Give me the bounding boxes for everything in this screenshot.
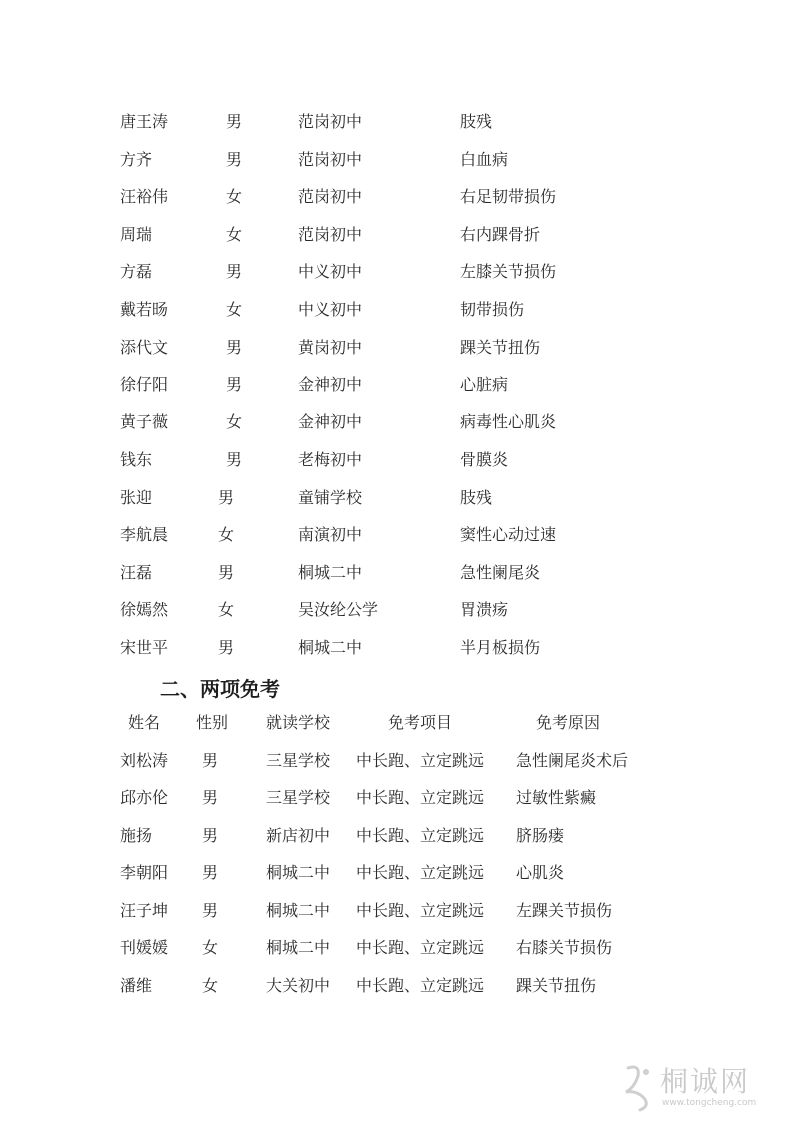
s1-gender: 男 bbox=[218, 638, 235, 657]
watermark-url: www.tongcheng.com bbox=[662, 1098, 757, 1108]
s1-reason: 左膝关节损伤 bbox=[460, 262, 557, 281]
watermark-text: 桐诚网 bbox=[660, 1065, 751, 1098]
header-reason: 免考原因 bbox=[536, 713, 601, 732]
s2-school: 桐城二中 bbox=[266, 863, 331, 882]
s2-name: 汪子坤 bbox=[120, 901, 169, 920]
s1-school: 中义初中 bbox=[298, 262, 363, 281]
s1-reason: 半月板损伤 bbox=[460, 638, 541, 657]
s1-reason: 韧带损伤 bbox=[460, 300, 525, 319]
s1-reason: 踝关节扭伤 bbox=[460, 338, 541, 357]
s1-reason: 窦性心动过速 bbox=[460, 525, 557, 544]
s2-items: 中长跑、立定跳远 bbox=[356, 901, 485, 920]
s1-school: 黄岗初中 bbox=[298, 338, 363, 357]
s1-reason: 急性阑尾炎 bbox=[460, 563, 541, 582]
s2-name: 刊媛媛 bbox=[120, 938, 169, 957]
s1-name: 钱东 bbox=[120, 450, 153, 469]
s2-school: 大关初中 bbox=[266, 976, 331, 995]
s1-school: 吴汝纶公学 bbox=[298, 600, 379, 619]
s1-name: 李航晨 bbox=[120, 525, 169, 544]
s2-items: 中长跑、立定跳远 bbox=[356, 863, 485, 882]
s2-reason: 急性阑尾炎术后 bbox=[516, 751, 629, 770]
s2-name: 刘松涛 bbox=[120, 751, 169, 770]
s1-name: 宋世平 bbox=[120, 638, 169, 657]
s2-school: 桐城二中 bbox=[266, 901, 331, 920]
s2-name: 李朝阳 bbox=[120, 863, 169, 882]
s1-gender: 男 bbox=[226, 150, 243, 169]
s1-name: 汪裕伟 bbox=[120, 187, 169, 206]
s1-school: 范岗初中 bbox=[298, 150, 363, 169]
s1-name: 徐嫣然 bbox=[120, 600, 169, 619]
s1-school: 金神初中 bbox=[298, 412, 363, 431]
s2-school: 桐城二中 bbox=[266, 938, 331, 957]
header-gender: 性别 bbox=[196, 713, 229, 732]
s1-school: 范岗初中 bbox=[298, 112, 363, 131]
s1-name: 周瑞 bbox=[120, 225, 153, 244]
s1-school: 范岗初中 bbox=[298, 225, 363, 244]
s1-school: 范岗初中 bbox=[298, 187, 363, 206]
s2-name: 施扬 bbox=[120, 826, 153, 845]
header-name: 姓名 bbox=[128, 713, 161, 732]
s1-reason: 白血病 bbox=[460, 150, 509, 169]
header-items: 免考项目 bbox=[388, 713, 453, 732]
s1-name: 唐王涛 bbox=[120, 112, 169, 131]
s1-school: 中义初中 bbox=[298, 300, 363, 319]
s2-items: 中长跑、立定跳远 bbox=[356, 826, 485, 845]
s2-reason: 过敏性紫癜 bbox=[516, 788, 597, 807]
header-school: 就读学校 bbox=[266, 713, 331, 732]
s2-gender: 男 bbox=[202, 901, 219, 920]
s1-school: 桐城二中 bbox=[298, 563, 363, 582]
s1-name: 添代文 bbox=[120, 338, 169, 357]
s2-gender: 女 bbox=[202, 938, 219, 957]
s1-name: 汪磊 bbox=[120, 563, 153, 582]
s1-reason: 心脏病 bbox=[460, 375, 509, 394]
s2-items: 中长跑、立定跳远 bbox=[356, 751, 485, 770]
s1-gender: 女 bbox=[226, 187, 243, 206]
s1-name: 张迎 bbox=[120, 488, 153, 507]
s2-school: 新店初中 bbox=[266, 826, 331, 845]
s1-gender: 男 bbox=[226, 450, 243, 469]
s1-reason: 胃溃疡 bbox=[460, 600, 509, 619]
s1-gender: 男 bbox=[226, 338, 243, 357]
s1-name: 方磊 bbox=[120, 262, 153, 281]
s1-gender: 女 bbox=[226, 412, 243, 431]
s1-gender: 男 bbox=[226, 262, 243, 281]
s1-reason: 肢残 bbox=[460, 112, 493, 131]
s1-school: 老梅初中 bbox=[298, 450, 363, 469]
s2-reason: 左踝关节损伤 bbox=[516, 901, 613, 920]
s2-gender: 男 bbox=[202, 788, 219, 807]
watermark-logo-icon bbox=[620, 1062, 656, 1112]
s2-items: 中长跑、立定跳远 bbox=[356, 938, 485, 957]
watermark bbox=[620, 1058, 780, 1118]
s1-gender: 女 bbox=[226, 225, 243, 244]
s2-reason: 心肌炎 bbox=[516, 863, 565, 882]
s2-gender: 女 bbox=[202, 976, 219, 995]
s1-gender: 男 bbox=[218, 488, 235, 507]
s1-school: 金神初中 bbox=[298, 375, 363, 394]
s1-reason: 右足韧带损伤 bbox=[460, 187, 557, 206]
s2-gender: 男 bbox=[202, 863, 219, 882]
s2-school: 三星学校 bbox=[266, 788, 331, 807]
s2-gender: 男 bbox=[202, 826, 219, 845]
s1-gender: 男 bbox=[226, 375, 243, 394]
s1-gender: 女 bbox=[218, 600, 235, 619]
s1-gender: 男 bbox=[218, 563, 235, 582]
section2-title: 二、两项免考 bbox=[160, 677, 280, 701]
s2-reason: 右膝关节损伤 bbox=[516, 938, 613, 957]
s1-name: 徐仔阳 bbox=[120, 375, 169, 394]
s1-reason: 病毒性心肌炎 bbox=[460, 412, 557, 431]
s1-school: 南演初中 bbox=[298, 525, 363, 544]
s2-name: 邱亦伦 bbox=[120, 788, 169, 807]
s1-reason: 骨膜炎 bbox=[460, 450, 509, 469]
s2-name: 潘维 bbox=[120, 976, 153, 995]
s1-gender: 女 bbox=[218, 525, 235, 544]
s1-gender: 男 bbox=[226, 112, 243, 131]
s1-name: 黄子薇 bbox=[120, 412, 169, 431]
s1-reason: 右内踝骨折 bbox=[460, 225, 541, 244]
s1-name: 方齐 bbox=[120, 150, 153, 169]
s2-school: 三星学校 bbox=[266, 751, 331, 770]
s1-school: 童铺学校 bbox=[298, 488, 363, 507]
s1-gender: 女 bbox=[226, 300, 243, 319]
s1-school: 桐城二中 bbox=[298, 638, 363, 657]
s2-reason: 踝关节扭伤 bbox=[516, 976, 597, 995]
s2-reason: 脐肠瘘 bbox=[516, 826, 565, 845]
s1-name: 戴若旸 bbox=[120, 300, 169, 319]
s2-gender: 男 bbox=[202, 751, 219, 770]
s2-items: 中长跑、立定跳远 bbox=[356, 976, 485, 995]
s1-reason: 肢残 bbox=[460, 488, 493, 507]
s2-items: 中长跑、立定跳远 bbox=[356, 788, 485, 807]
